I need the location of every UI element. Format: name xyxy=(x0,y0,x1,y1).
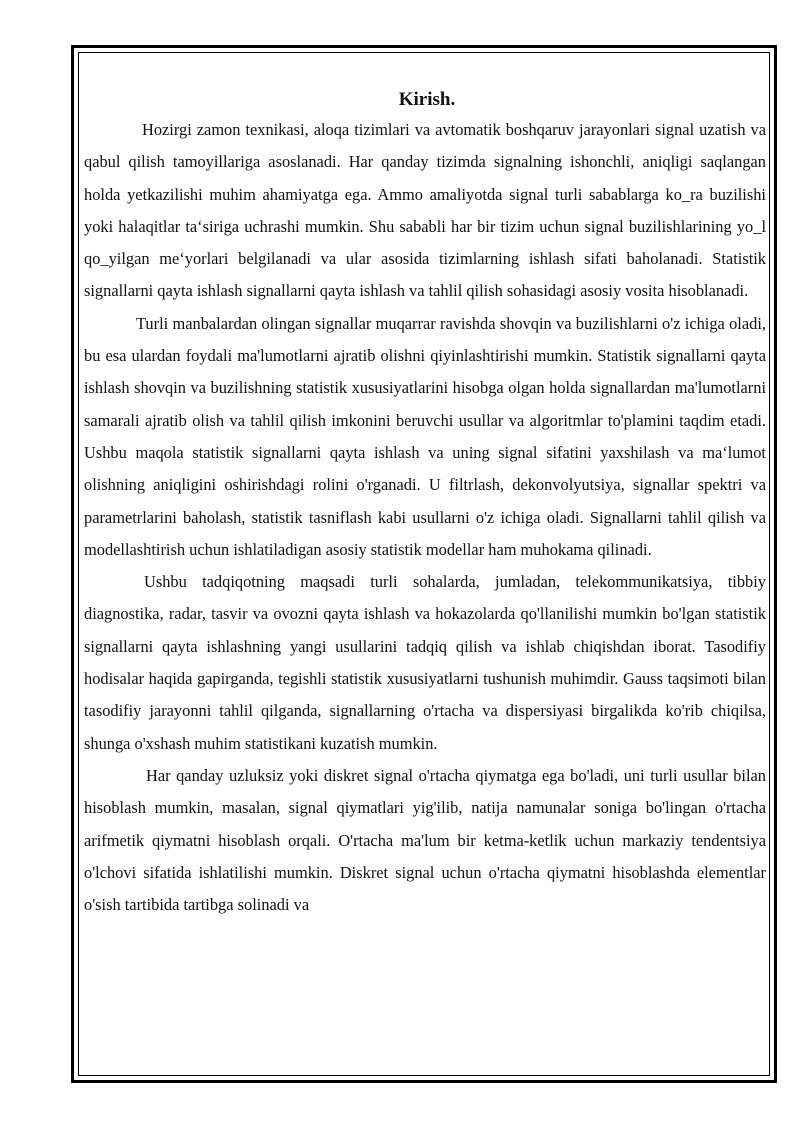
paragraph-4: Har qanday uzluksiz yoki diskret signal o'rtacha qiymatga ega bo'ladi, uni turli usullar bilan hisoblash mumkin, masalan, signal qiymatlari yig'ilib, natija namunalar soniga bo'lingan o'rtacha arifmetik qiymatni hisoblash orqali. O'rtacha ma'lum bir ketma-ketlik uchun markaziy tendentsiya o'lchovi sifatida ishlatilishi mumkin. Diskret signal uchun o'rtacha qiymatni hisoblashda elementlar o'sish tartibida tartibga solinadi va xyxy=(84,765,766,915)
document-body xyxy=(84,86,766,921)
paragraph-3: Ushbu tadqiqotning maqsadi turli sohalarda, jumladan, telekommunikatsiya, tibbiy diagnostika, radar, tasvir va ovozni qayta ishlash va hokazolarda qo'llanilishi mumkin bo'lgan statistik signallarni qayta ishlashning yangi usullarini tadqiq qilish va ishlab chiqishdan iborat. Tasodifiy hodisalar haqida gapirganda, tegishli statistik xususiyatlarni tushunish muhimdir. Gauss taqsimoti bilan tasodifiy jarayonni tahlil qilganda, signallarning o'rtacha va dispersiyasi birgalikda ko'rib chiqilsa, shunga o'xshash muhim statistikani kuzatish mumkin. xyxy=(84,572,766,753)
document-title: Kirish. xyxy=(398,89,456,110)
paragraph-1: Hozirgi zamon texnikasi, aloqa tizimlari va avtomatik boshqaruv jarayonlari signal uzatish va qabul qilish tamoyillariga asoslanadi. Har qanday tizimda signalning ishonchli, aniqligi saqlangan holda yetkazilishi muhim ahamiyatga ega. Ammo amaliyotda signal turli sabablarga ko_ra buzilishi yoki halaqitlar ta‘siriga uchrashi mumkin. Shu sababli har bir tizim uchun signal buzilishlarining yo_l qo_yilgan me‘yorlari belgilanadi va ular asosida tizimlarning ishlash sifati baholanadi. Statistik signallarni qayta ishlash signallarni qayta ishlash va tahlil qilish sohasidagi asosiy vosita hisoblanadi. xyxy=(84,120,766,301)
paragraph-2: Turli manbalardan olingan signallar muqarrar ravishda shovqin va buzilishlarni o'z ichiga oladi, bu esa ulardan foydali ma'lumotlarni ajratib olishni qiyinlashtirishi mumkin. Statistik signallarni qayta ishlash shovqin va buzilishning statistik xususiyatlarini hisobga olgan holda signallardan ma'lumotlarni samarali ajratib olish va tahlil qilish imkonini beruvchi usullar va algoritmlar to'plamini taqdim etadi. Ushbu maqola statistik signallarni qayta ishlash va uning signal sifatini yaxshilash va ma‘lumot olishning aniqligini oshirishdagi rolini o'rganadi. U filtrlash, dekonvolyutsiya, signallar spektri va parametrlarini baholash, statistik tasniflash kabi usullarni o'z ichiga oladi. Signallarni tahlil qilish va modellashtirish uchun ishlatiladigan asosiy statistik modellar ham muhokama qilinadi. xyxy=(84,313,766,559)
